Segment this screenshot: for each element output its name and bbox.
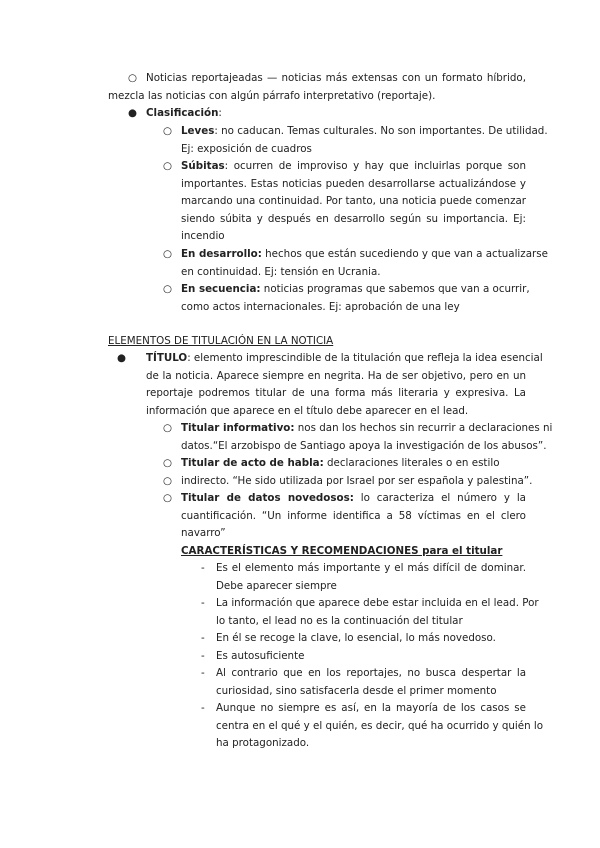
recomendacion-5-line-1: Al contrario que en los reportajes, no busca despertar la [216,667,526,679]
circle-bullet-icon: ○ [163,474,172,487]
dash-bullet-icon: - [201,649,205,662]
recomendacion-4-line-1: Es autosuficiente [216,649,305,662]
titular-informativo-line-2: datos.“El arzobispo de Santiago apoya la investigación de los abusos”. [181,439,547,452]
titular-acto-habla-line-1: Titular de acto de habla: declaraciones literales o en estilo [181,457,500,469]
en-desarrollo-line-2: en continuidad. Ej: tensión en Ucrania. [181,265,381,278]
circle-bullet-icon: ○ [163,125,172,137]
dash-bullet-icon: - [201,632,205,644]
subitas-line-3: marcando una continuidad. Por tanto, una noticia puede comenzar [181,195,527,207]
titulo-line-1: TÍTULO: elemento imprescindible de la titulación que refleja la idea esencial [146,352,543,364]
recomendacion-2-line-2: lo tanto, el lead no es la continuación del titular [216,614,463,627]
section-heading: ELEMENTOS DE TITULACIÓN EN LA NOTICIA [108,335,334,347]
titulo-line-2: de la noticia. Aparece siempre en negrita. Ha de ser objetivo, pero en un [146,369,526,382]
leves-line-1: Leves: no caducan. Temas culturales. No son importantes. De utilidad. [181,125,548,137]
leves-line-2: Ej: exposición de cuadros [181,142,312,155]
recomendacion-1-line-1: Es el elemento más importante y el más difícil de dominar. [216,562,526,574]
disc-bullet-icon: ● [128,107,137,119]
en-secuencia-line-2: como actos internacionales. Ej: aprobación de una ley [181,300,460,313]
circle-bullet-icon: ○ [163,457,172,469]
recomendacion-1-line-2: Debe aparecer siempre [216,579,337,592]
titular-informativo-line-1: Titular informativo: nos dan los hechos sin recurrir a declaraciones ni [181,422,553,434]
disc-bullet-icon: ● [117,352,126,364]
titulo-line-3: reportaje podremos titular de una forma más literaria y expresiva. La [146,387,526,399]
recomendacion-6-line-2: centra en el qué y el quién, es decir, qué ha ocurrido y quién lo [216,719,544,732]
circle-bullet-icon: ○ [128,72,137,84]
circle-bullet-icon: ○ [163,422,172,434]
titulo-line-4: información que aparece en el título debe aparecer en el lead. [146,404,469,417]
circle-bullet-icon: ○ [163,492,172,504]
subitas-line-1: Súbitas: ocurren de improviso y hay que incluirlas porque son [181,160,526,172]
recomendacion-6-line-3: ha protagonizado. [216,737,310,749]
circle-bullet-icon: ○ [163,283,172,295]
dash-bullet-icon: - [201,597,205,609]
dash-bullet-icon: - [201,702,205,714]
subitas-line-2: importantes. Estas noticias pueden desarrollarse actualizándose y [181,177,526,190]
noticias-reportajeadas-line-2: mezcla las noticias con algún párrafo interpretativo (reportaje). [108,89,436,102]
subitas-line-5: incendio [181,230,225,242]
en-secuencia-line-1: En secuencia: noticias programas que sabemos que van a ocurrir, [181,283,530,295]
caracteristicas-heading: CARACTERÍSTICAS Y RECOMENDACIONES para el titular [181,544,503,557]
recomendacion-3-line-1: En él se recoge la clave, lo esencial, lo más novedoso. [216,632,496,644]
titular-acto-habla-line-2: indirecto. “He sido utilizada por Israel por ser española y palestina”. [181,474,533,487]
recomendacion-5-line-2: curiosidad, sino satisfacerla desde el primer momento [216,684,497,697]
recomendacion-2-line-1: La información que aparece debe estar incluida en el lead. Por [216,597,539,609]
dash-bullet-icon: - [201,562,205,574]
dash-bullet-icon: - [201,667,205,679]
en-desarrollo-line-1: En desarrollo: hechos que están sucediendo y que van a actualizarse [181,248,548,260]
recomendacion-6-line-1: Aunque no siempre es así, en la mayoría de los casos se [216,702,526,714]
titular-datos-line-2: cuantificación. “Un informe identifica a 58 víctimas en el clero [181,509,526,522]
subitas-line-4: siendo súbita y después en desarrollo según su importancia. Ej: [181,212,526,225]
titular-datos-line-3: navarro” [181,527,226,539]
circle-bullet-icon: ○ [163,248,172,260]
circle-bullet-icon: ○ [163,160,172,172]
titular-datos-line-1: Titular de datos novedosos: lo caracteriza el número y la [181,492,526,504]
noticias-reportajeadas-line-1: Noticias reportajeadas — noticias más extensas con un formato híbrido, [146,72,526,84]
clasificacion-label: Clasificación: [146,107,222,119]
